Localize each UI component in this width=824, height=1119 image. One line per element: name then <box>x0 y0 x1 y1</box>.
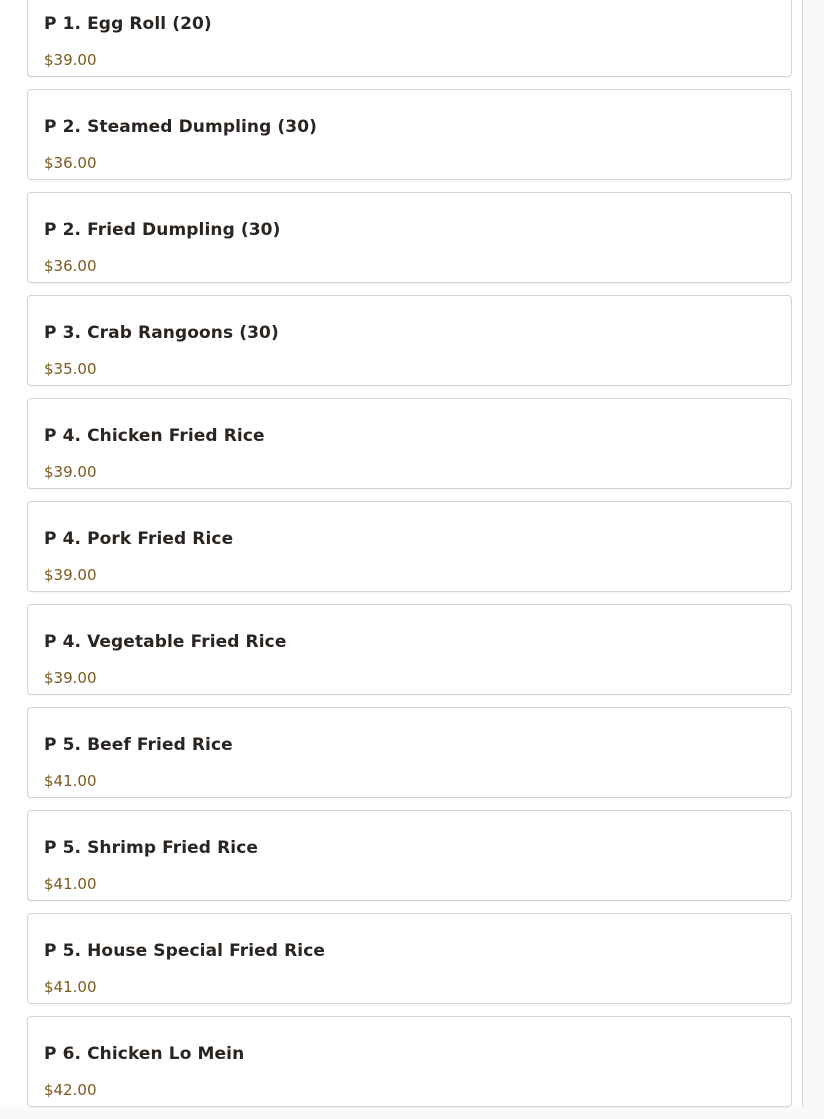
menu-item-card[interactable] <box>27 913 792 1004</box>
menu-item-price: $36.00 <box>44 257 97 275</box>
menu-item-name: P 1. Egg Roll (20) <box>44 14 212 34</box>
menu-item-name: P 3. Crab Rangoons (30) <box>44 323 279 343</box>
menu-item-card[interactable] <box>27 192 792 283</box>
menu-item-name: P 6. Chicken Lo Mein <box>44 1044 245 1064</box>
menu-item-price: $36.00 <box>44 154 97 172</box>
menu-item-card[interactable] <box>27 810 792 901</box>
menu-item-name: P 5. Beef Fried Rice <box>44 735 233 755</box>
menu-item-name: P 5. House Special Fried Rice <box>44 941 326 961</box>
menu-item-card[interactable] <box>27 295 792 386</box>
menu-item-name: P 2. Fried Dumpling (30) <box>44 220 281 240</box>
menu-item-card[interactable] <box>27 0 792 77</box>
menu-item-card[interactable] <box>27 501 792 592</box>
menu-item-name: P 4. Pork Fried Rice <box>44 529 234 549</box>
menu-item-card[interactable] <box>27 1016 792 1107</box>
menu-item-list <box>27 0 792 1119</box>
menu-item-card[interactable] <box>27 707 792 798</box>
menu-item-price: $35.00 <box>44 360 97 378</box>
menu-item-card[interactable] <box>27 89 792 180</box>
menu-item-price: $42.00 <box>44 1081 97 1099</box>
menu-item-card[interactable] <box>27 398 792 489</box>
menu-item-price: $41.00 <box>44 772 97 790</box>
menu-item-price: $39.00 <box>44 669 97 687</box>
menu-item-name: P 4. Vegetable Fried Rice <box>44 632 287 652</box>
menu-item-price: $39.00 <box>44 463 97 481</box>
menu-item-price: $39.00 <box>44 566 97 584</box>
menu-item-name: P 4. Chicken Fried Rice <box>44 426 265 446</box>
menu-item-card[interactable] <box>27 604 792 695</box>
menu-item-name: P 5. Shrimp Fried Rice <box>44 838 259 858</box>
menu-item-price: $39.00 <box>44 51 97 69</box>
menu-item-name: P 2. Steamed Dumpling (30) <box>44 117 318 137</box>
menu-item-price: $41.00 <box>44 875 97 893</box>
menu-item-price: $41.00 <box>44 978 97 996</box>
